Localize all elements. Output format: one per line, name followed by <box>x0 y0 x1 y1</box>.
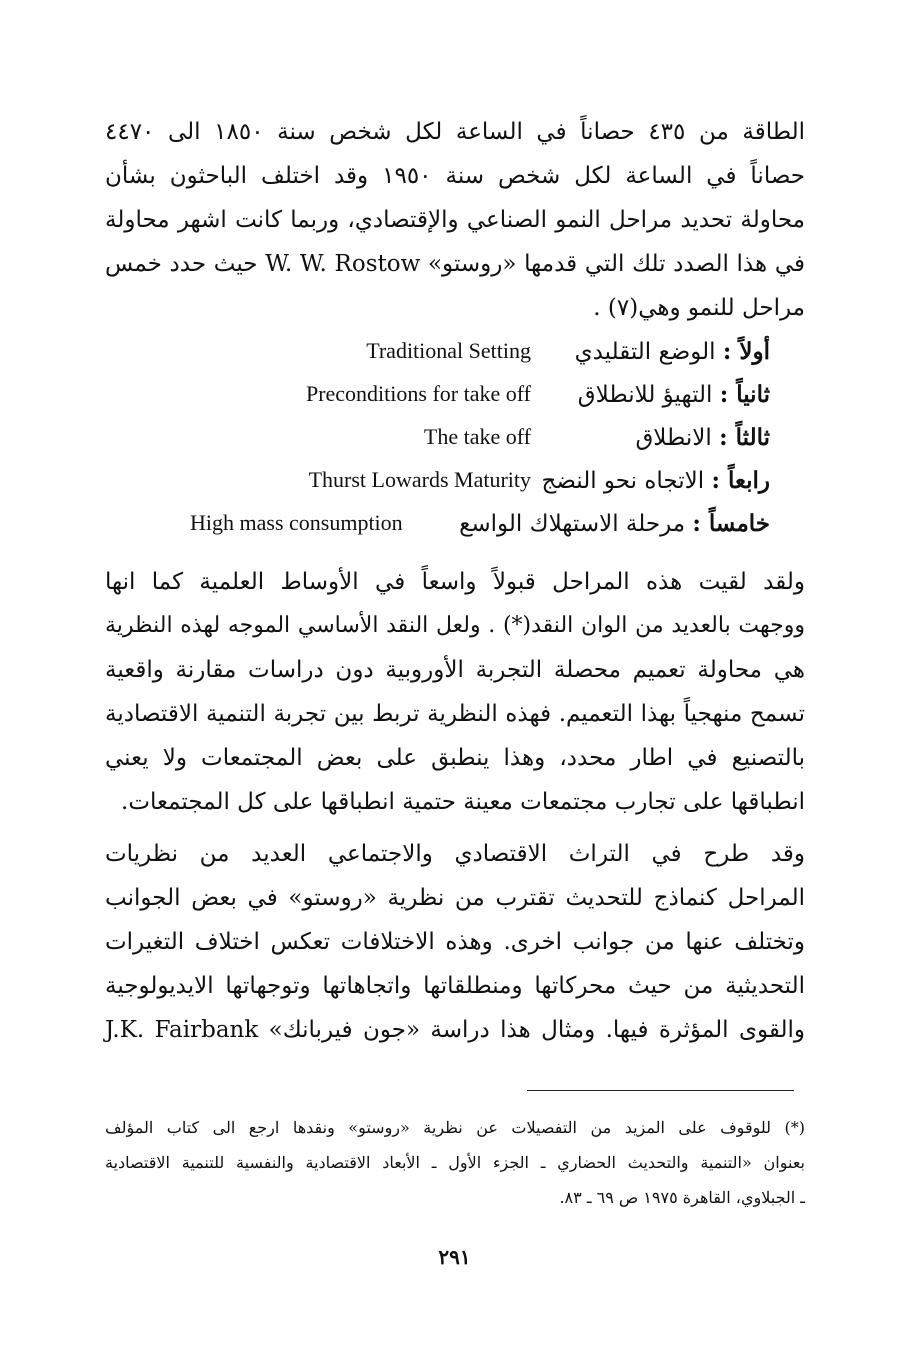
text-line: بالتصنيع في اطار محدد، وهذا ينطبق على بعض المجتمعات ولا يعني <box>105 745 805 771</box>
footnote-line: بعنوان «التنمية والتحديث الحضاري ـ الجزء الأول ـ الأبعاد الاقتصادية والنفسية للتنمية الاقتصادية <box>105 1153 805 1172</box>
growth-stages-list <box>105 332 805 547</box>
footnote-divider <box>527 1090 794 1091</box>
paragraph-stage-theories <box>105 832 805 1052</box>
stage-arabic <box>575 338 770 365</box>
text-line: وقد طرح في التراث الاقتصادي والاجتماعي العديد من نظريات <box>105 841 805 867</box>
stage-label: ثالثاً : <box>719 424 770 451</box>
text-line: ووجهت بالعديد من الوان النقد(*) . ولعل النقد الأساسي الموجه لهذه النظرية <box>105 613 805 638</box>
stage-english: High mass consumption <box>190 510 403 535</box>
stage-5 <box>105 504 805 547</box>
text-line: انطباقها على تجارب مجتمعات معينة حتمية انطباقها على كل المجتمعات. <box>121 789 805 815</box>
stage-arabic <box>459 510 770 537</box>
paragraph-critique <box>105 560 805 824</box>
stage-label: رابعاً : <box>711 467 770 494</box>
stage-4 <box>105 461 805 504</box>
text-line: مراحل للنمو وهي(٧) . <box>593 295 805 321</box>
text-line: والقوى المؤثرة فيها. ومثال هذا دراسة «جون فيربانك» J.K. Fairbank <box>105 1017 805 1043</box>
text-line: التحديثية من حيث محركاتها ومنطلقاتها واتجاهاتها وتوجهاتها الايديولوجية <box>105 973 805 999</box>
text-line: حصاناً في الساعة لكل شخص سنة ١٩٥٠ وقد اختلف الباحثون بشأن <box>105 163 806 189</box>
stage-3 <box>105 418 805 461</box>
stage-name: مرحلة الاستهلاك الواسع <box>459 511 686 537</box>
footnote <box>105 1110 805 1215</box>
stage-arabic <box>635 424 770 451</box>
stage-name: الاتجاه نحو النضج <box>541 468 705 494</box>
stage-english: The take off <box>423 424 531 449</box>
text-line: تسمح منهجياً بهذا التعميم. فهذه النظرية تربط بين تجربة التنمية الاقتصادية <box>105 701 805 727</box>
stage-english: Traditional Setting <box>366 338 531 363</box>
stage-label: أولاً : <box>722 338 770 365</box>
text-line: ولقد لقيت هذه المراحل قبولاً واسعاً في الأوساط العلمية كما انها <box>105 569 805 595</box>
page-number: ٢٩١ <box>438 1245 471 1269</box>
stage-english: Thurst Lowards Maturity <box>308 467 531 492</box>
stage-arabic <box>578 381 770 408</box>
footnote-line: ـ الجبلاوي، القاهرة ١٩٧٥ ص ٦٩ ـ ٨٣. <box>559 1188 805 1207</box>
text-line: في هذا الصدد تلك التي قدمها «روستو» W. W. Rostow حيث حدد خمس <box>105 251 806 277</box>
text-line: الطاقة من ٤٣٥ حصاناً في الساعة لكل شخص سنة ١٨٥٠ الى ٤٤٧٠ <box>105 119 805 145</box>
stage-label: خامساً : <box>692 510 770 537</box>
stage-name: الوضع التقليدي <box>574 339 716 365</box>
stage-name: الانطلاق <box>635 425 712 451</box>
text-line: هي محاولة تعميم محصلة التجربة الأوروبية دون دراسات مقارنة واقعية <box>105 657 805 683</box>
stage-english: Preconditions for take off <box>305 381 531 406</box>
stage-name: التهيؤ للانطلاق <box>577 382 713 408</box>
stage-2 <box>105 375 805 418</box>
text-line: المراحل كنماذج للتحديث تقترب من نظرية «روستو» في بعض الجوانب <box>105 885 805 911</box>
text-line: محاولة تحديد مراحل النمو الصناعي والإقتصادي، وربما كانت اشهر محاولة <box>105 207 805 233</box>
stage-1 <box>105 332 805 375</box>
stage-arabic <box>541 467 770 494</box>
paragraph-rostow-intro <box>105 110 805 330</box>
text-line: وتختلف عنها من جوانب اخرى. وهذه الاختلافات تعكس اختلاف التغيرات <box>105 929 805 955</box>
footnote-line: (*) للوقوف على المزيد من التفصيلات عن نظرية «روستو» ونقدها ارجع الى كتاب المؤلف <box>105 1118 805 1137</box>
stage-label: ثانياً : <box>719 381 770 408</box>
